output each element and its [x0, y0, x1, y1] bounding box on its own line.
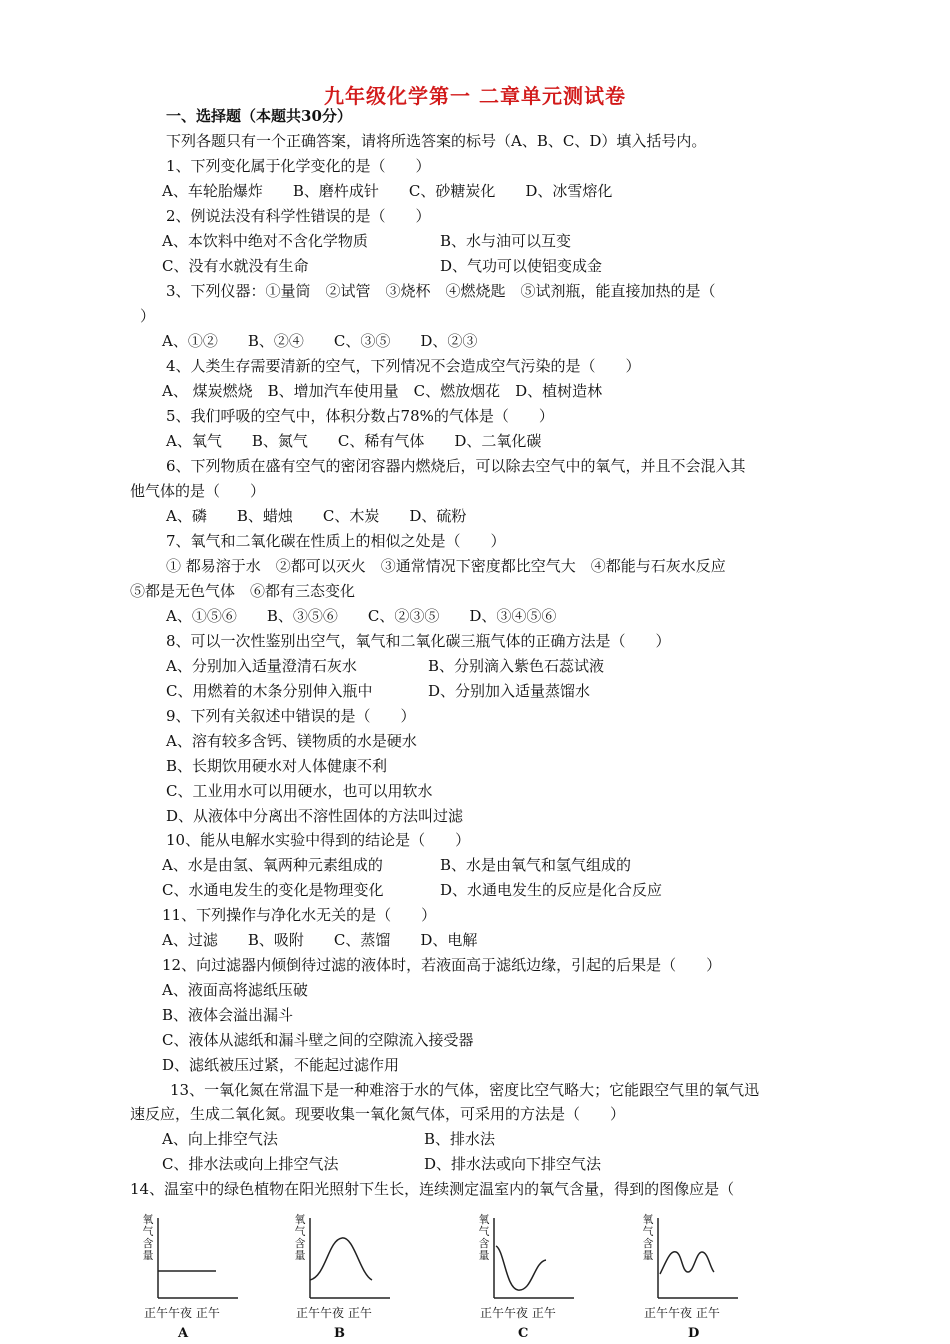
question-11: 11、下列操作与净化水无关的是（ ）	[162, 906, 437, 924]
graph-c-y-label: 氧气含量	[478, 1213, 490, 1262]
question-7: 7、氧气和二氧化碳在性质上的相似之处是（ ）	[166, 532, 506, 550]
question-12-option-c: C、液体从滤纸和漏斗壁之间的空隙流入接受器	[162, 1031, 474, 1049]
question-12: 12、向过滤器内倾倒待过滤的液体时，若液面高于滤纸边缘，引起的后果是（ ）	[162, 956, 722, 974]
question-9: 9、下列有关叙述中错误的是（ ）	[166, 707, 416, 725]
question-8: 8、可以一次性鉴别出空气，氧气和二氧化碳三瓶气体的正确方法是（ ）	[166, 632, 671, 650]
question-9-option-d: D、从液体中分离出不溶性固体的方法叫过滤	[166, 807, 464, 825]
question-2-option-c: C、没有水就没有生命	[162, 257, 309, 275]
question-13: 13、一氧化氮在常温下是一种难溶于水的气体，密度比空气略大；它能跟空气里的氧气迅	[170, 1081, 760, 1099]
question-5-options: A、氧气 B、氮气 C、稀有气体 D、二氧化碳	[166, 432, 542, 450]
question-10-option-c: C、水通电发生的变化是物理变化	[162, 881, 384, 899]
question-2-option-b: B、水与油可以互变	[440, 232, 572, 250]
graph-d-plot	[638, 1210, 788, 1344]
question-6-options: A、磷 B、蜡烛 C、木炭 D、硫粉	[166, 507, 467, 525]
question-2-option-d: D、气功可以使铝变成金	[440, 257, 603, 275]
exam-title: 九年级化学第一 二章单元测试卷	[324, 84, 626, 108]
question-3: 3、下列仪器：①量筒 ②试管 ③烧杯 ④燃烧匙 ⑤试剂瓶，能直接加热的是（	[166, 282, 716, 300]
graph-b-caption: B	[334, 1326, 345, 1341]
question-9-option-b: B、长期饮用硬水对人体健康不利	[166, 757, 388, 775]
question-10-option-b: B、水是由氧气和氢气组成的	[440, 856, 632, 874]
question-13-continued: 速反应，生成二氧化氮。现要收集一氧化氮气体，可采用的方法是（ ）	[130, 1105, 626, 1123]
question-13-option-c: C、排水法或向上排空气法	[162, 1155, 339, 1173]
question-4-options: A、 煤炭燃烧 B、增加汽车使用量 C、燃放烟花 D、植树造林	[162, 382, 603, 400]
question-7-statements: ① 都易溶于水 ②都可以灭火 ③通常情况下密度都比空气大 ④都能与石灰水反应	[166, 557, 726, 575]
graph-option-a	[138, 1210, 288, 1344]
graph-option-d	[638, 1210, 788, 1344]
question-9-option-a: A、溶有较多含钙、镁物质的水是硬水	[166, 732, 417, 750]
question-13-option-d: D、排水法或向下排空气法	[424, 1155, 602, 1173]
question-6: 6、下列物质在盛有空气的密闭容器内燃烧后，可以除去空气中的氧气，并且不会混入其	[166, 457, 746, 475]
section-heading: 一、选择题（本题共30分）	[166, 107, 352, 125]
question-8-option-c: C、用燃着的木条分别伸入瓶中	[166, 682, 373, 700]
question-8-option-a: A、分别加入适量澄清石灰水	[166, 657, 357, 675]
graph-a-caption: A	[178, 1326, 189, 1341]
graph-option-b	[290, 1210, 440, 1344]
graph-d-y-label: 氧气含量	[642, 1213, 654, 1262]
graph-a-plot	[138, 1210, 288, 1344]
question-3-options: A、①② B、②④ C、③⑤ D、②③	[162, 332, 478, 350]
graph-b-plot	[290, 1210, 440, 1344]
graph-c-plot	[474, 1210, 624, 1344]
question-2: 2、例说法没有科学性错误的是（ ）	[166, 207, 431, 225]
graph-a-y-label: 氧气含量	[142, 1213, 154, 1262]
graph-a-x-label: 正午午夜 正午	[144, 1306, 220, 1320]
question-7-statements-continued: ⑤都是无色气体 ⑥都有三态变化	[130, 582, 356, 600]
question-8-option-d: D、分别加入适量蒸馏水	[428, 682, 591, 700]
question-10-option-a: A、水是由氢、氧两种元素组成的	[162, 856, 383, 874]
graph-c-x-label: 正午午夜 正午	[480, 1306, 556, 1320]
question-7-options: A、①⑤⑥ B、③⑤⑥ C、②③⑤ D、③④⑤⑥	[166, 607, 557, 625]
question-10: 10、能从电解水实验中得到的结论是（ ）	[166, 831, 471, 849]
question-1-options: A、车轮胎爆炸 B、磨杵成针 C、砂糖炭化 D、冰雪熔化	[162, 182, 613, 200]
question-6-continued: 他气体的是（ ）	[130, 482, 266, 500]
question-12-option-d: D、滤纸被压过紧，不能起过滤作用	[162, 1056, 400, 1074]
question-3-continued: ）	[140, 307, 156, 325]
question-13-option-a: A、向上排空气法	[162, 1130, 278, 1148]
question-11-options: A、过滤 B、吸附 C、蒸馏 D、电解	[162, 931, 478, 949]
question-13-option-b: B、排水法	[424, 1130, 496, 1148]
question-2-option-a: A、本饮料中绝对不含化学物质	[162, 232, 368, 250]
question-12-option-a: A、液面高将滤纸压破	[162, 981, 308, 999]
question-5: 5、我们呼吸的空气中，体积分数占78%的气体是（ ）	[166, 407, 554, 425]
graph-option-c	[474, 1210, 624, 1344]
graph-d-x-label: 正午午夜 正午	[644, 1306, 720, 1320]
question-4: 4、人类生存需要清新的空气，下列情况不会造成空气污染的是（ ）	[166, 357, 641, 375]
graph-b-y-label: 氧气含量	[294, 1213, 306, 1262]
graph-b-x-label: 正午午夜 正午	[296, 1306, 372, 1320]
graph-c-caption: C	[518, 1326, 529, 1341]
section-instruction: 下列各题只有一个正确答案，请将所选答案的标号（A、B、C、D）填入括号内。	[166, 132, 707, 150]
question-12-option-b: B、液体会溢出漏斗	[162, 1006, 294, 1024]
question-1: 1、下列变化属于化学变化的是（ ）	[166, 157, 431, 175]
question-9-option-c: C、工业用水可以用硬水，也可以用软水	[166, 782, 433, 800]
graph-d-caption: D	[688, 1326, 700, 1341]
question-14-graphs	[0, 1210, 950, 1344]
question-8-option-b: B、分别滴入紫色石蕊试液	[428, 657, 605, 675]
question-10-option-d: D、水通电发生的反应是化合反应	[440, 881, 663, 899]
question-14: 14、温室中的绿色植物在阳光照射下生长，连续测定温室内的氧气含量，得到的图像应是（	[130, 1180, 735, 1198]
